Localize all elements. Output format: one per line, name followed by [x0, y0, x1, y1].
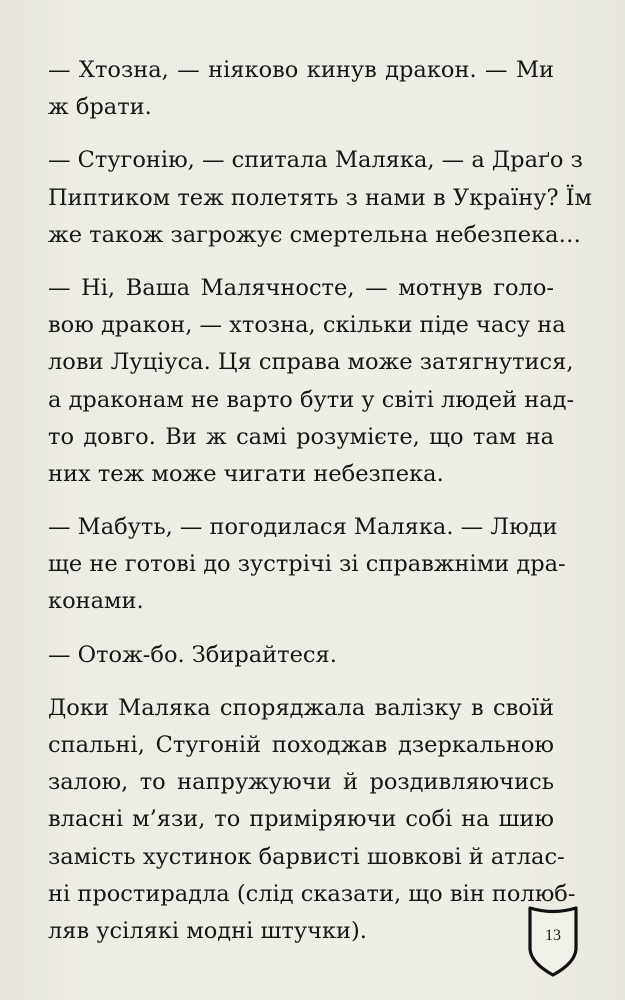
paragraph — [48, 142, 593, 254]
text-line: спальні, Стугоній походжав дзеркальною — [48, 732, 554, 758]
page-number-badge — [527, 905, 579, 977]
page-number: 13 — [545, 927, 561, 944]
paragraph — [48, 690, 576, 950]
text-line: то довго. Ви ж самі розумієте, що там на — [48, 423, 554, 450]
body-text — [48, 52, 593, 950]
text-line: а драконам не варто бути у світі людей над- — [48, 386, 575, 413]
text-line: — Мабуть, — погодилася Маляка. — Люди — [48, 514, 558, 541]
paragraph — [48, 270, 575, 493]
paragraph — [48, 637, 554, 674]
text-line: ні простирадла (слід сказати, що він полюб- — [48, 880, 576, 907]
paragraph — [48, 52, 554, 126]
text-line: — Отож-бо. Збирайтеся. — [48, 641, 337, 668]
text-line: ще не готові до зустрічі зі справжніми дра- — [48, 551, 566, 578]
text-line: — Хтозна, — ніяково кинув дракон. — Ми — [48, 57, 554, 83]
text-line: вою дракон, — хтозна, скільки піде часу на — [48, 312, 566, 339]
text-line: конами. — [48, 588, 144, 615]
text-line: залою, то напружуючи й роздивляючись — [48, 769, 554, 796]
text-line: Доки Маляка споряджала валізку в своїй — [48, 694, 554, 721]
text-line: Пиптиком теж полетять з нами в Україну? Їм — [48, 184, 593, 211]
text-line: ж брати. — [48, 94, 152, 121]
text-line: ляв усілякі модні штучки). — [48, 917, 367, 944]
paragraph — [48, 509, 566, 621]
text-line: замість хустинок барвисті шовкові й атлас- — [48, 843, 565, 870]
text-line: лови Луціуса. Ця справа може затягнутися, — [48, 349, 574, 376]
text-line: — Ні, Ваша Малячносте, — мотнув голо- — [48, 274, 554, 301]
text-line: же також загрожує смертельна небезпека… — [48, 221, 582, 248]
text-line: них теж може чигати небезпека. — [48, 460, 444, 487]
text-line: — Стугонію, — спитала Маляка, — а Драґо з — [48, 147, 583, 174]
text-line: власні м’язи, то приміряючи собі на шию — [48, 806, 554, 833]
